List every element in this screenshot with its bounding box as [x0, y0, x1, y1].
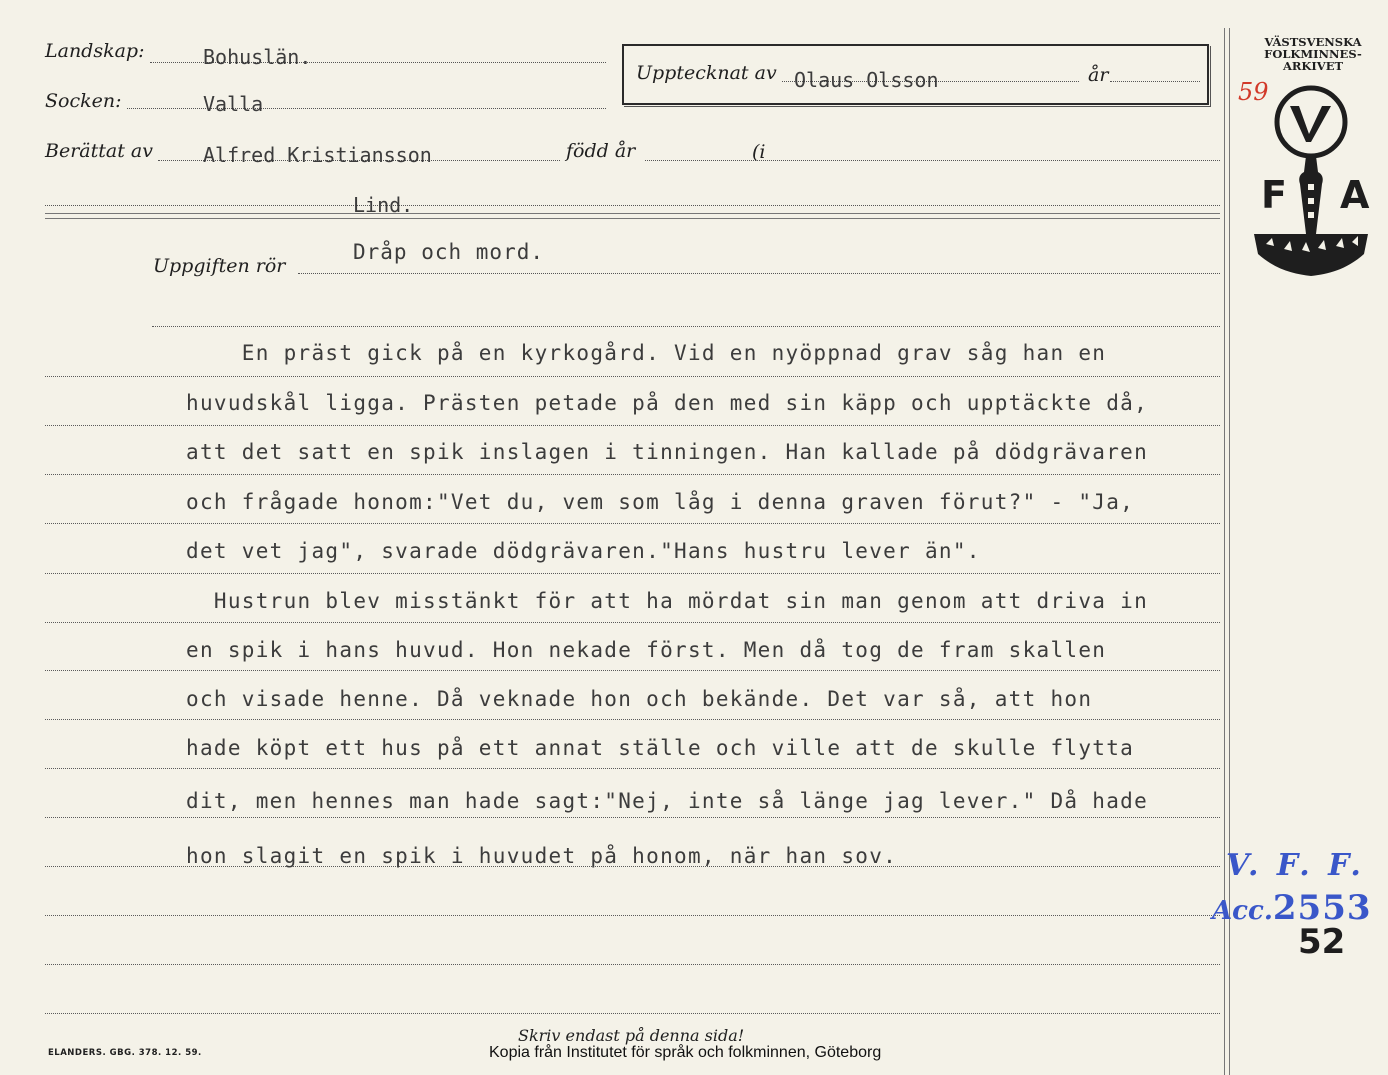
thor-hammer-emblem-icon — [1246, 84, 1376, 284]
red-archive-number: 59 — [1238, 78, 1269, 106]
lind-value: Lind. — [353, 193, 414, 217]
ruled-line — [45, 425, 1220, 426]
lind-line — [45, 205, 1220, 206]
body-line: hon slagit en spik i huvudet på honom, när han sov. — [186, 844, 898, 868]
logo-line-2: FOLKMINNES- — [1264, 47, 1362, 61]
fodd-line — [645, 160, 1220, 161]
ruled-line — [45, 719, 1220, 720]
ar-label: år — [1088, 64, 1109, 86]
berattat-label: Berättat av — [45, 140, 153, 162]
body-line: en spik i hans huvud. Hon nekade först. Men då tog de fram skallen — [186, 638, 1107, 662]
copy-note: Kopia från Institutet för språk och folkminnen, Göteborg — [489, 1044, 882, 1061]
header-rule-top — [45, 213, 1220, 214]
body-line: och frågade honom:"Vet du, vem som låg i denna graven förut?" - "Ja, — [186, 490, 1135, 514]
logo-line-1: VÄSTSVENSKA — [1264, 35, 1362, 49]
body-line: En präst gick på en kyrkogård. Vid en nyöppnad grav såg han en — [186, 341, 1107, 365]
stamp-acc-prefix: Acc. — [1212, 896, 1273, 926]
printer-imprint: ELANDERS. GBG. 378. 12. 59. — [48, 1048, 202, 1058]
ruled-line — [45, 915, 1220, 916]
ruled-line — [45, 474, 1220, 475]
blue-stamp-vff: V. F. F. — [1226, 848, 1365, 883]
ruled-line — [45, 670, 1220, 671]
blue-stamp-acc — [1212, 888, 1372, 928]
logo-letter-a: A — [1340, 173, 1370, 217]
header-rule-bottom — [45, 218, 1220, 219]
ruled-line — [45, 376, 1220, 377]
ruled-line — [45, 573, 1220, 574]
ruled-line — [45, 768, 1220, 769]
uppteck-box — [622, 44, 1209, 105]
ruled-line — [45, 523, 1220, 524]
uppteck-label: Upptecknat av — [636, 62, 777, 84]
berattat-value: Alfred Kristiansson — [203, 143, 432, 167]
body-line: och visade henne. Då veknade hon och bekände. Det var så, att hon — [186, 687, 1093, 711]
ruled-line — [45, 964, 1220, 965]
body-line: huvudskål ligga. Prästen petade på den med sin käpp och upptäckte då, — [186, 391, 1149, 415]
logo-line-3: ARKIVET — [1282, 59, 1344, 73]
body-line: det vet jag", svarade dödgrävaren."Hans hustru lever än". — [186, 539, 981, 563]
fodd-label: född år — [566, 140, 636, 162]
blank-line — [152, 326, 1220, 327]
stamp-acc-number: 2553 — [1272, 888, 1372, 928]
landskap-label: Landskap: — [45, 40, 145, 62]
archive-logo-text — [1252, 36, 1374, 72]
ar-line — [1110, 81, 1200, 82]
uppgiften-value: Dråp och mord. — [353, 240, 545, 264]
uppteck-value: Olaus Olsson — [794, 68, 939, 92]
page-number: 52 — [1298, 922, 1346, 962]
body-line: Hustrun blev misstänkt för att ha mördat sin man genom att driva in — [186, 589, 1149, 613]
ruled-line — [45, 622, 1220, 623]
ruled-line — [45, 817, 1220, 818]
fodd-paren: (i — [752, 141, 766, 163]
ruled-line — [45, 1013, 1220, 1014]
socken-value: Valla — [203, 92, 264, 116]
logo-letter-f: F — [1261, 173, 1287, 217]
body-line: hade köpt ett hus på ett annat ställe och ville att de skulle flytta — [186, 736, 1135, 760]
body-line: att det satt en spik inslagen i tinningen. Han kallade på dödgrävaren — [186, 440, 1149, 464]
socken-label: Socken: — [45, 90, 122, 112]
uppgiften-line — [298, 273, 1220, 274]
landskap-value: Bohuslän. — [203, 45, 312, 69]
uppgiften-label: Uppgiften rör — [153, 255, 286, 277]
socken-line — [127, 108, 606, 109]
body-line: dit, men hennes man hade sagt:"Nej, inte så länge jag lever." Då hade — [186, 789, 1149, 813]
footer-instruction: Skriv endast på denna sida! — [518, 1026, 745, 1045]
